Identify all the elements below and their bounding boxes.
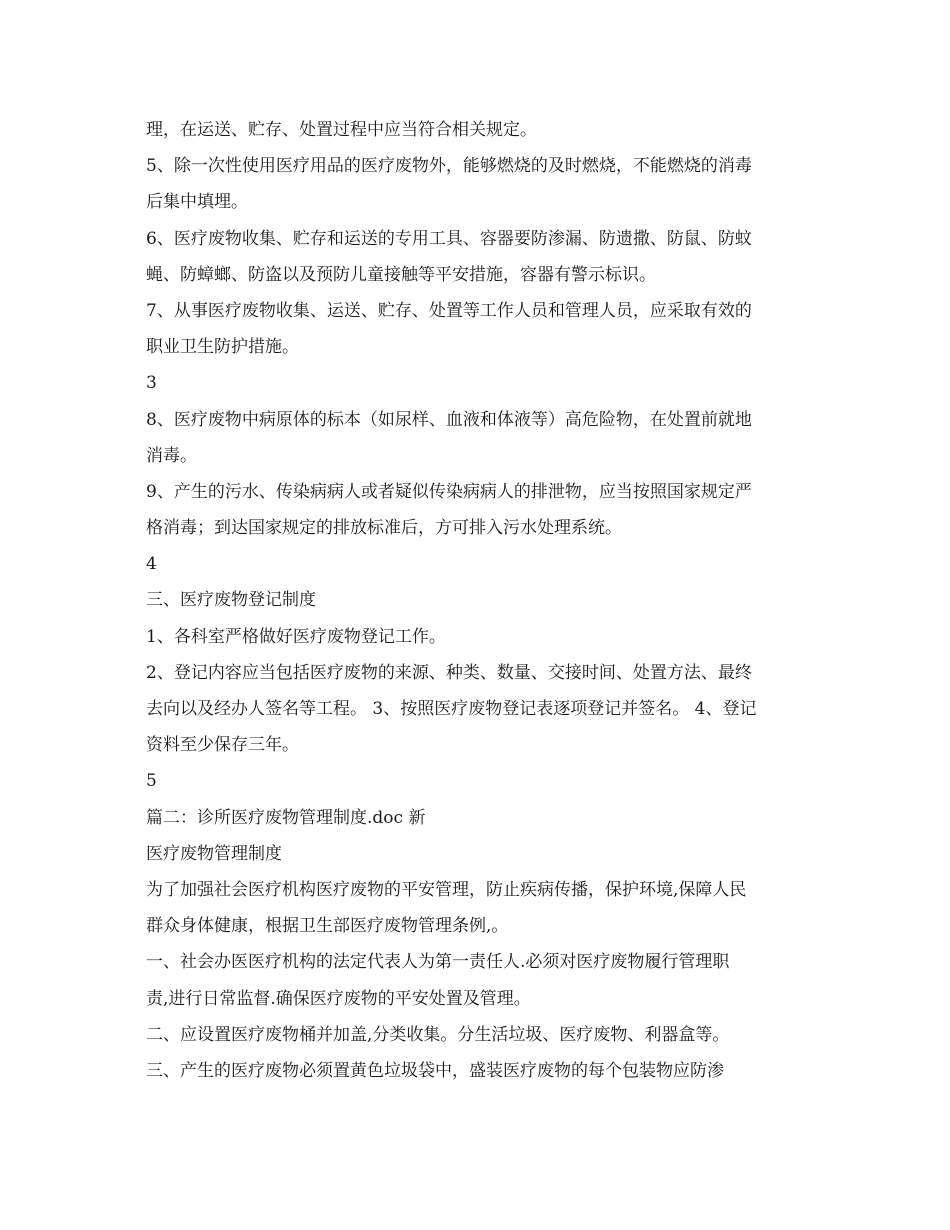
text-line: 去向以及经办人签名等工程。 3、按照医疗废物登记表逐项登记并签名。 4、登记 xyxy=(146,699,757,719)
text-line: 6、医疗废物收集、贮存和运送的专用工具、容器要防渗漏、防遗撒、防鼠、防蚊 xyxy=(146,228,752,249)
page-number: 4 xyxy=(146,554,157,575)
text-line: 7、从事医疗废物收集、运送、贮存、处置等工作人员和管理人员，应采取有效的 xyxy=(146,300,752,321)
section-heading: 三、医疗废物登记制度 xyxy=(146,590,316,611)
text-line: 三、产生的医疗废物必须置黄色垃圾袋中，盛装医疗废物的每个包装物应防渗 xyxy=(146,1060,724,1081)
text-line: 格消毒；到达国家规定的排放标准后，方可排入污水处理系统。 xyxy=(146,518,622,539)
document-title: 医疗废物管理制度 xyxy=(146,843,282,864)
text-line: 2、登记内容应当包括医疗废物的来源、种类、数量、交接时间、处置方法、最终 xyxy=(146,662,752,683)
text-line: 消毒。 xyxy=(146,445,197,466)
text-line: 群众身体健康，根据卫生部医疗废物管理条例,。 xyxy=(146,916,509,937)
chapter-heading: 篇二：诊所医疗废物管理制度.doc 新 xyxy=(146,807,426,828)
document-body xyxy=(146,112,816,1089)
text-line: 一、社会办医医疗机构的法定代表人为第一责任人.必须对医疗废物履行管理职 xyxy=(146,952,730,973)
text-line: 为了加强社会医疗机构医疗废物的平安管理，防止疾病传播，保护环境,保障人民 xyxy=(146,879,747,900)
text-line: 5、除一次性使用医疗用品的医疗废物外，能够燃烧的及时燃烧，不能燃烧的消毒 xyxy=(146,156,752,177)
text-line: 二、应设置医疗废物桶并加盖,分类收集。分生活垃圾、医疗废物、利器盒等。 xyxy=(146,1024,730,1045)
text-line: 后集中填埋。 xyxy=(146,192,248,213)
text-line: 8、医疗废物中病原体的标本（如尿样、血液和体液等）高危险物，在处置前就地 xyxy=(146,409,752,430)
text-line: 责,进行日常监督.确保医疗废物的平安处置及管理。 xyxy=(146,988,531,1009)
text-line: 职业卫生防护措施。 xyxy=(146,337,299,358)
text-line: 蝇、防蟑螂、防盗以及预防儿童接触等平安措施，容器有警示标识。 xyxy=(146,264,656,285)
page-number: 5 xyxy=(146,771,157,792)
text-line: 1、各科室严格做好医疗废物登记工作。 xyxy=(146,626,446,647)
page-number: 3 xyxy=(146,373,157,394)
text-line: 资料至少保存三年。 xyxy=(146,735,299,756)
text-line: 理，在运送、贮存、处置过程中应当符合相关规定。 xyxy=(146,120,537,140)
text-line: 9、产生的污水、传染病病人或者疑似传染病病人的排泄物，应当按照国家规定严 xyxy=(146,481,752,502)
